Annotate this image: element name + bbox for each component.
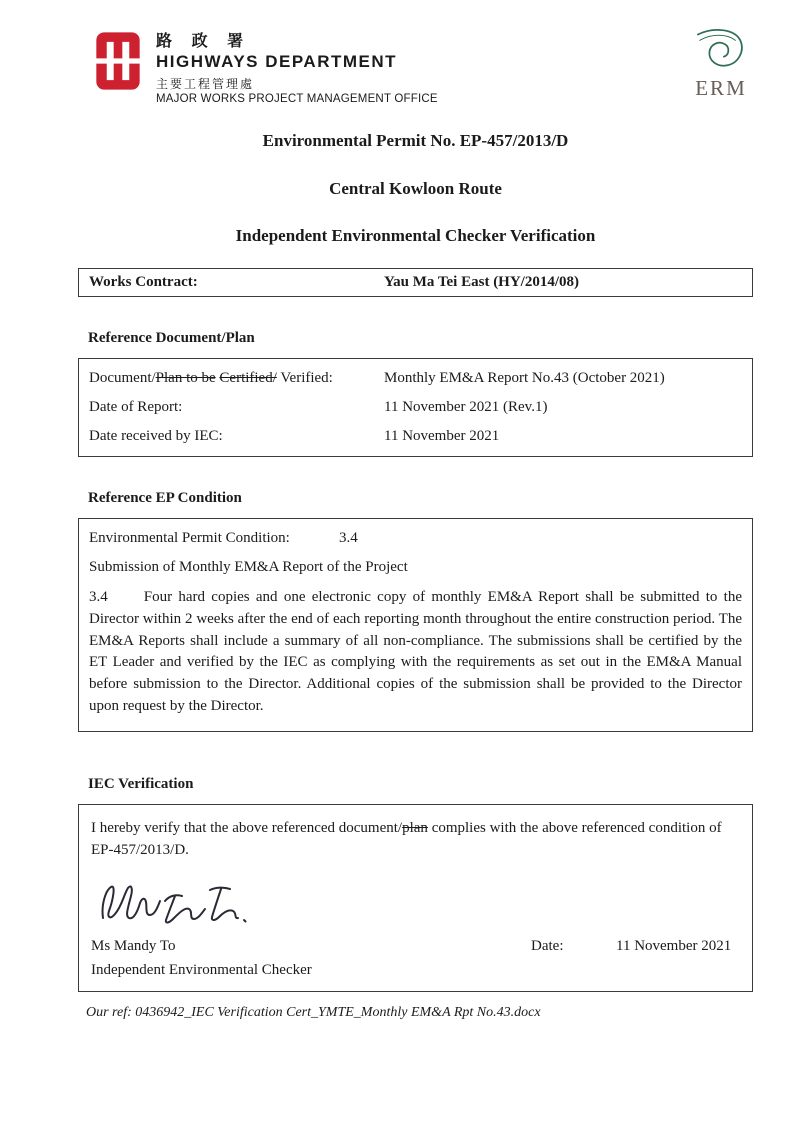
ep-condition-label: Environmental Permit Condition: <box>89 530 290 546</box>
date-of-report-label: Date of Report: <box>89 399 183 415</box>
works-contract-value: Yau Ma Tei East (HY/2014/08) <box>384 274 580 290</box>
office-name-chinese: 主要工程管理處 <box>156 77 255 91</box>
ep-clause-number: 3.4 <box>89 589 108 605</box>
office-name-english: MAJOR WORKS PROJECT MANAGEMENT OFFICE <box>156 93 438 105</box>
table-row-date-received <box>89 422 742 451</box>
iec-statement-part: I hereby verify that the above referenced document/ <box>91 819 403 836</box>
erm-logo <box>689 24 753 101</box>
document-label <box>89 370 384 387</box>
document-label-struck-plan: Plan to be <box>155 370 216 386</box>
reference-document-heading: Reference Document/Plan <box>88 330 255 346</box>
document-label-part: Document/ <box>89 370 156 386</box>
iec-verification-box <box>78 804 753 992</box>
signatory-title: Independent Environmental Checker <box>91 961 312 978</box>
iec-statement-struck-plan: plan <box>402 819 428 836</box>
highways-department-block <box>78 26 438 105</box>
ep-clause-paragraph <box>89 583 742 722</box>
ep-submission-line: Submission of Monthly EM&A Report of the Project <box>89 559 408 575</box>
signatory-name: Ms Mandy To <box>91 937 176 954</box>
table-row-document <box>89 364 742 393</box>
dept-name-chinese: 路 政 署 <box>156 31 251 50</box>
date-label: Date: <box>531 937 564 954</box>
date-of-report-value: 11 November 2021 (Rev.1) <box>384 399 548 415</box>
project-title: Central Kowloon Route <box>329 179 502 198</box>
iec-verification-heading: IEC Verification <box>88 775 194 792</box>
iec-statement <box>91 817 740 862</box>
highways-department-logo-icon <box>92 26 144 105</box>
iec-statement-part: complies with the above referenced condition of EP-457/2013/D. <box>91 819 722 858</box>
ep-clause-text: Four hard copies and one electronic copy of monthly EM&A Report shall be submitted to the Director within 2 weeks after the end of each reporting month throughout the entire construction period. The EM&A Reports shall include a summary of all non-compliance. The submissions shall be certified by the ET Leader and verified by the IEC as complying with the requirements as set out in the EM&A Manual before submission to the Director. Additional copies of the submission shall be provided to the Director upon request by the Director. <box>89 589 742 714</box>
table-row-date-of-report <box>89 393 742 422</box>
reference-ep-table <box>78 518 753 732</box>
erm-spiral-icon <box>694 24 748 74</box>
permit-number-title: Environmental Permit No. EP-457/2013/D <box>262 131 569 150</box>
reference-ep-heading: Reference EP Condition <box>88 490 242 506</box>
document-label-part: Verified: <box>276 370 333 386</box>
works-contract-row <box>78 268 753 297</box>
date-received-value: 11 November 2021 <box>384 428 500 444</box>
erm-label: ERM <box>695 76 747 100</box>
date-received-label: Date received by IEC: <box>89 428 223 444</box>
date-value: 11 November 2021 <box>616 937 732 954</box>
ep-condition-value: 3.4 <box>339 530 358 546</box>
reference-document-table <box>78 358 753 457</box>
document-value: Monthly EM&A Report No.43 (October 2021) <box>384 370 665 386</box>
dept-name-english: HIGHWAYS DEPARTMENT <box>156 52 398 71</box>
signatory-row <box>91 938 740 955</box>
document-header <box>78 26 753 105</box>
works-contract-label: Works Contract: <box>89 274 198 290</box>
verification-title: Independent Environmental Checker Verification <box>235 226 596 245</box>
our-ref-footnote: Our ref: 0436942_IEC Verification Cert_YMTE_Monthly EM&A Rpt No.43.docx <box>86 1004 541 1020</box>
signature-handwriting-icon <box>97 876 247 930</box>
ep-condition-row <box>89 526 742 553</box>
document-label-struck-certified: Certified/ <box>219 370 277 386</box>
highways-department-text <box>156 26 438 105</box>
signature <box>97 874 740 930</box>
